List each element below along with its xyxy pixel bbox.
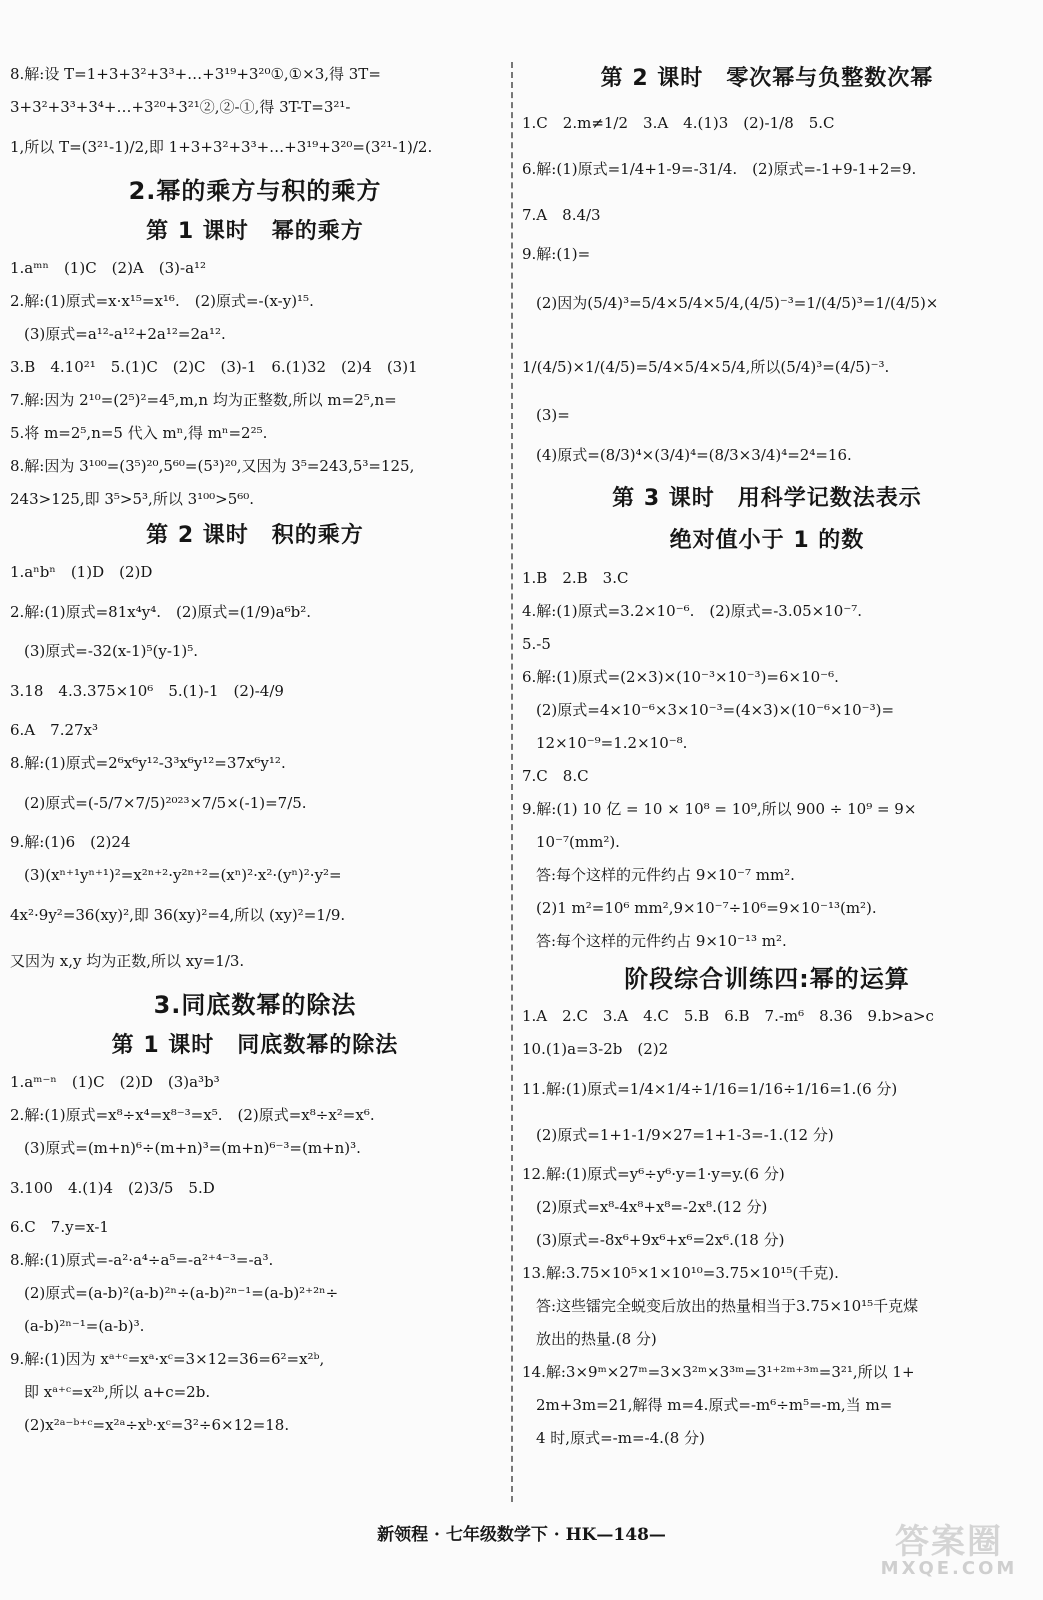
answer-line: 10⁻⁷(mm²). xyxy=(536,833,620,851)
answer-line: 1.B 2.B 3.C xyxy=(522,569,629,587)
answer-line: (2)原式=(-5/7×7/5)²⁰²³×7/5×(-1)=7/5. xyxy=(24,794,307,812)
answer-line: 243>125,即 3⁵>5³,所以 3¹⁰⁰>5⁶⁰. xyxy=(10,490,255,508)
section-heading: 第 1 课时 幂的乘方 xyxy=(146,219,364,244)
answer-line: (3)原式=-8x⁶+9x⁶+x⁶=2x⁶.(18 分) xyxy=(536,1231,785,1249)
answer-line: 13.解:3.75×10⁵×1×10¹⁰=3.75×10¹⁵(千克). xyxy=(522,1264,839,1282)
answer-line: (3)= xyxy=(536,406,570,424)
answer-line: (2)原式=1+1-1/9×27=1+1-3=-1.(12 分) xyxy=(536,1126,834,1144)
column-divider xyxy=(511,62,513,1502)
section-heading: 第 1 课时 同底数幂的除法 xyxy=(111,1033,399,1058)
answer-line: 9.解:(1)= xyxy=(522,245,591,263)
section-heading: 2.幂的乘方与积的乘方 xyxy=(128,177,382,205)
answer-line: (3)原式=-32(x-1)⁵(y-1)⁵. xyxy=(24,642,199,660)
answer-line: 2.解:(1)原式=x·x¹⁵=x¹⁶. (2)原式=-(x-y)¹⁵. xyxy=(10,292,314,310)
answer-line: (2)因为(5/4)³=5/4×5/4×5/4,(4/5)⁻³=1/(4/5)³=1/(4/5)× xyxy=(536,294,939,312)
answer-line: 又因为 x,y 均为正数,所以 xy=1/3. xyxy=(10,952,245,970)
answer-line: 11.解:(1)原式=1/4×1/4÷1/16=1/16÷1/16=1.(6 分) xyxy=(522,1080,898,1098)
answer-line: 3.B 4.10²¹ 5.(1)C (2)C (3)-1 6.(1)32 (2)4 (3)1 xyxy=(10,358,418,376)
answer-line: 4 时,原式=-m=-4.(8 分) xyxy=(536,1429,705,1447)
section-heading: 第 3 课时 用科学记数法表示 xyxy=(612,486,922,511)
answer-line: 8.解:因为 3¹⁰⁰=(3⁵)²⁰,5⁶⁰=(5³)²⁰,又因为 3⁵=243,5³=125, xyxy=(10,457,415,475)
answer-line: 4.解:(1)原式=3.2×10⁻⁶. (2)原式=-3.05×10⁻⁷. xyxy=(522,602,863,620)
right-column xyxy=(522,58,1012,1455)
answer-line: 6.解:(1)原式=(2×3)×(10⁻³×10⁻³)=6×10⁻⁶. xyxy=(522,668,839,686)
answer-line: 答:每个这样的元件约占 9×10⁻⁷ mm². xyxy=(536,866,795,884)
answer-line: 9.解:(1) 10 亿 = 10 × 10⁸ = 10⁹,所以 900 ÷ 10⁹ = 9× xyxy=(522,800,917,818)
answer-line: 8.解:设 T=1+3+3²+3³+…+3¹⁹+3²⁰①,①×3,得 3T= xyxy=(10,65,381,83)
section-heading: 第 2 课时 积的乘方 xyxy=(146,523,364,548)
answer-line: 14.解:3×9ᵐ×27ᵐ=3×3²ᵐ×3³ᵐ=3¹⁺²ᵐ⁺³ᵐ=3²¹,所以 1+ xyxy=(522,1363,915,1381)
answer-line: 2.解:(1)原式=81x⁴y⁴. (2)原式=(1/9)a⁶b². xyxy=(10,603,311,621)
answer-line: 7.A 8.4/3 xyxy=(522,206,601,224)
answer-line: 7.C 8.C xyxy=(522,767,589,785)
answer-line: 3+3²+3³+3⁴+…+3²⁰+3²¹②,②-①,得 3T-T=3²¹- xyxy=(10,98,351,116)
answer-line: (3)原式=a¹²-a¹²+2a¹²=2a¹². xyxy=(24,325,226,343)
page-footer: 新领程 · 七年级数学下 · HK—148— xyxy=(377,1525,666,1545)
answer-line: 1.aᵐⁿ (1)C (2)A (3)-a¹² xyxy=(10,259,207,277)
answer-line: 即 xᵃ⁺ᶜ=x²ᵇ,所以 a+c=2b. xyxy=(24,1383,211,1401)
answer-line: 5.将 m=2⁵,n=5 代入 mⁿ,得 mⁿ=2²⁵. xyxy=(10,424,268,442)
watermark-logo xyxy=(869,1514,1029,1586)
section-heading: 第 2 课时 零次幂与负整数次幂 xyxy=(600,66,934,91)
answer-line: 2.解:(1)原式=x⁸÷x⁴=x⁸⁻³=x⁵. (2)原式=x⁸÷x²=x⁶. xyxy=(10,1106,375,1124)
answer-line: 1,所以 T=(3²¹-1)/2,即 1+3+3²+3³+…+3¹⁹+3²⁰=(3²¹-1)/2. xyxy=(10,138,433,156)
section-heading: 3.同底数幂的除法 xyxy=(153,991,357,1019)
answer-line: 9.解:(1)因为 xᵃ⁺ᶜ=xᵃ·xᶜ=3×12=36=6²=x²ᵇ, xyxy=(10,1350,325,1368)
answer-line: 1/(4/5)×1/(4/5)=5/4×5/4×5/4,所以(5/4)³=(4/5)⁻³. xyxy=(522,358,890,376)
answer-line: 7.解:因为 2¹⁰=(2⁵)²=4⁵,m,n 均为正整数,所以 m=2⁵,n= xyxy=(10,391,397,409)
answer-line: 6.C 7.y=x-1 xyxy=(10,1218,109,1236)
answer-line: (2)原式=4×10⁻⁶×3×10⁻³=(4×3)×(10⁻⁶×10⁻³)= xyxy=(536,701,895,719)
answer-line: 1.aᵐ⁻ⁿ (1)C (2)D (3)a³b³ xyxy=(10,1073,220,1091)
answer-line: 8.解:(1)原式=-a²·a⁴÷a⁵=-a²⁺⁴⁻³=-a³. xyxy=(10,1251,274,1269)
answer-line: (2)原式=(a-b)²(a-b)²ⁿ÷(a-b)²ⁿ⁻¹=(a-b)²⁺²ⁿ÷ xyxy=(24,1284,339,1302)
answer-line: 12×10⁻⁹=1.2×10⁻⁸. xyxy=(536,734,688,752)
answer-line: 1.aⁿbⁿ (1)D (2)D xyxy=(10,563,153,581)
answer-line: 放出的热量.(8 分) xyxy=(536,1330,657,1348)
answer-line: 2m+3m=21,解得 m=4.原式=-m⁶÷m⁵=-m,当 m= xyxy=(536,1396,893,1414)
answer-line: (2)原式=x⁸-4x⁸+x⁸=-2x⁸.(12 分) xyxy=(536,1198,768,1216)
answer-line: 4x²·9y²=36(xy)²,即 36(xy)²=4,所以 (xy)²=1/9. xyxy=(10,906,346,924)
section-heading: 阶段综合训练四:幂的运算 xyxy=(624,965,910,993)
answer-line: 6.解:(1)原式=1/4+1-9=-31/4. (2)原式=-1+9-1+2=9. xyxy=(522,160,917,178)
section-heading: 绝对值小于 1 的数 xyxy=(669,528,865,553)
answer-line: (3)原式=(m+n)⁶÷(m+n)³=(m+n)⁶⁻³=(m+n)³. xyxy=(24,1139,361,1157)
answer-line: 9.解:(1)6 (2)24 xyxy=(10,833,131,851)
answer-line: 答:每个这样的元件约占 9×10⁻¹³ m². xyxy=(536,932,787,950)
answer-line: 5.-5 xyxy=(522,635,551,653)
answer-line: 10.(1)a=3-2b (2)2 xyxy=(522,1040,669,1058)
answer-line: 12.解:(1)原式=y⁶÷y⁶·y=1·y=y.(6 分) xyxy=(522,1165,785,1183)
answer-line: (3)(xⁿ⁺¹yⁿ⁺¹)²=x²ⁿ⁺²·y²ⁿ⁺²=(xⁿ)²·x²·(yⁿ)²·y²= xyxy=(24,866,342,884)
watermark-url: MXQE.COM xyxy=(880,1558,1018,1579)
answer-line: 1.C 2.m≠1/2 3.A 4.(1)3 (2)-1/8 5.C xyxy=(522,114,835,132)
answer-line: 1.A 2.C 3.A 4.C 5.B 6.B 7.-m⁶ 8.36 9.b>a>c xyxy=(522,1007,934,1025)
answer-line: (2)x²ᵃ⁻ᵇ⁺ᶜ=x²ᵃ÷xᵇ·xᶜ=3²÷6×12=18. xyxy=(24,1416,290,1434)
watermark-text: 答案圈 xyxy=(895,1522,1003,1562)
answer-line: (4)原式=(8/3)⁴×(3/4)⁴=(8/3×3/4)⁴=2⁴=16. xyxy=(536,446,852,464)
answer-line: 3.100 4.(1)4 (2)3/5 5.D xyxy=(10,1179,215,1197)
answer-line: 答:这些镭完全蜕变后放出的热量相当于3.75×10¹⁵千克煤 xyxy=(536,1297,919,1315)
answer-line: 6.A 7.27x³ xyxy=(10,721,99,739)
answer-line: 8.解:(1)原式=2⁶x⁶y¹²-3³x⁶y¹²=37x⁶y¹². xyxy=(10,754,286,772)
left-column xyxy=(10,58,500,1442)
answer-line: (2)1 m²=10⁶ mm²,9×10⁻⁷÷10⁶=9×10⁻¹³(m²). xyxy=(536,899,877,917)
answer-line: (a-b)²ⁿ⁻¹=(a-b)³. xyxy=(24,1317,145,1335)
answer-line: 3.18 4.3.375×10⁶ 5.(1)-1 (2)-4/9 xyxy=(10,682,284,700)
